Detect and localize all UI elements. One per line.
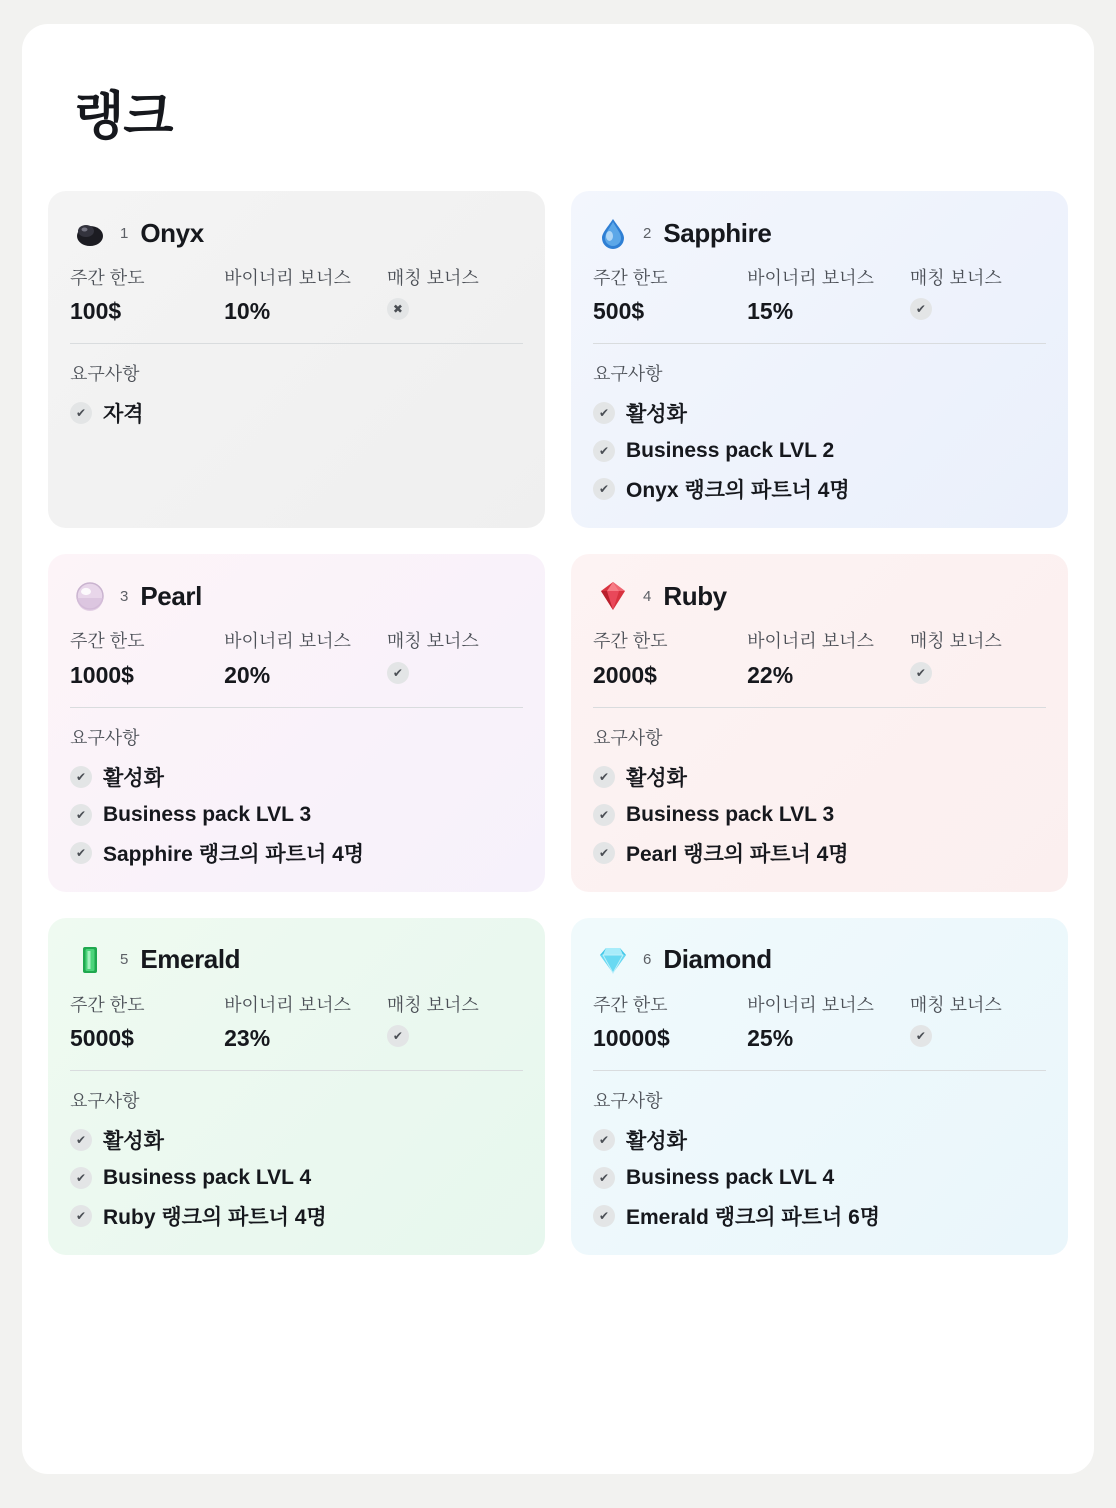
requirement-label: 활성화 [626,1130,687,1154]
divider [593,343,1046,344]
weekly-limit-col [593,267,739,325]
check-mark-icon: ✔ [70,402,92,424]
rank-stats [70,630,523,706]
rank-header [70,213,523,253]
rank-panel [22,24,1094,1474]
rank-card-onyx[interactable] [48,191,545,528]
binary-bonus-col [747,994,902,1052]
weekly-limit-label: 주간 한도 [593,994,668,1015]
list-item [70,762,523,792]
weekly-limit-label: 주간 한도 [70,268,145,288]
binary-bonus-col [747,630,902,688]
rank-header [593,213,1046,253]
check-mark-icon: ✔ [70,1129,92,1151]
rank-index: 1 [120,224,129,242]
binary-bonus-value: 23% [224,1025,271,1052]
list-item [70,803,523,827]
rank-grid [48,191,1068,1255]
matching-bonus-label: 매칭 보너스 [909,268,1002,288]
requirements-list [593,1125,1046,1231]
check-mark-icon: ✔ [70,1205,92,1227]
rank-name: Sapphire [663,217,772,248]
binary-bonus-label: 바이너리 보너스 [747,631,874,652]
page-title: 랭크 [74,88,173,146]
rank-stats [593,994,1046,1070]
diamond-gem-icon [593,940,633,980]
list-item [70,838,523,868]
check-mark-icon: ✔ [593,440,615,462]
weekly-limit-value: 1000$ [70,661,134,688]
matching-bonus-col [387,630,523,688]
requirements-list [593,398,1046,504]
binary-bonus-value: 10% [224,298,271,325]
requirement-label: 자격 [103,403,144,427]
rank-card-emerald[interactable] [48,918,545,1255]
list-item [593,1125,1046,1155]
requirement-label: 활성화 [103,1130,164,1154]
weekly-limit-value: 500$ [593,298,645,325]
ruby-gem-icon [593,576,633,616]
binary-bonus-label: 바이너리 보너스 [224,268,351,288]
list-item [593,762,1046,792]
requirements-list [593,762,1046,868]
binary-bonus-value: 22% [747,661,794,688]
matching-bonus-label: 매칭 보너스 [386,268,479,288]
requirement-label: Onyx 랭크의 파트너 4명 [626,479,850,503]
check-mark-icon: ✔ [593,842,615,864]
binary-bonus-label: 바이너리 보너스 [747,268,874,288]
list-item [70,398,523,428]
weekly-limit-col [593,994,739,1052]
matching-bonus-col [387,267,523,325]
divider [70,1070,523,1071]
pearl-gem-icon [70,576,110,616]
rank-header [70,940,523,980]
check-mark-icon: ✔ [387,662,409,684]
rank-index: 2 [643,224,652,242]
rank-card-pearl[interactable] [48,554,545,891]
requirement-label: Ruby 랭크의 파트너 4명 [103,1206,327,1230]
rank-index: 4 [643,587,652,605]
list-item [593,474,1046,504]
requirement-label: Business pack LVL 2 [626,439,835,463]
weekly-limit-label: 주간 한도 [593,268,668,288]
rank-card-diamond[interactable] [571,918,1068,1255]
weekly-limit-value: 5000$ [70,1025,134,1052]
list-item [70,1125,523,1155]
check-mark-icon: ✔ [910,298,932,320]
binary-bonus-label: 바이너리 보너스 [747,994,874,1015]
rank-index: 5 [120,951,129,969]
list-item [70,1201,523,1231]
check-mark-icon: ✔ [70,842,92,864]
check-mark-icon: ✔ [910,1025,932,1047]
rank-name: Emerald [140,944,241,975]
requirements-label: 요구사항 [70,1091,140,1112]
rank-name: Pearl [140,580,202,611]
check-mark-icon: ✔ [70,804,92,826]
divider [593,1070,1046,1071]
requirement-label: Business pack LVL 4 [103,1166,312,1190]
check-mark-icon: ✔ [387,1025,409,1047]
binary-bonus-col [224,267,379,325]
rank-index: 6 [643,951,652,969]
weekly-limit-col [593,630,739,688]
binary-bonus-label: 바이너리 보너스 [224,994,351,1015]
sapphire-gem-icon [593,213,633,253]
weekly-limit-value: 10000$ [593,1025,670,1052]
list-item [593,838,1046,868]
weekly-limit-label: 주간 한도 [593,631,668,652]
rank-header [593,576,1046,616]
check-mark-icon: ✔ [593,402,615,424]
requirement-label: Sapphire 랭크의 파트너 4명 [103,842,365,866]
binary-bonus-col [747,267,902,325]
matching-bonus-label: 매칭 보너스 [386,994,479,1015]
rank-name: Diamond [663,944,772,975]
rank-index: 3 [120,587,129,605]
check-mark-icon: ✔ [593,478,615,500]
check-mark-icon: ✔ [70,766,92,788]
requirement-label: 활성화 [626,403,687,427]
weekly-limit-value: 100$ [70,298,122,325]
requirement-label: Business pack LVL 3 [626,802,835,826]
rank-header [593,940,1046,980]
binary-bonus-label: 바이너리 보너스 [224,631,351,652]
requirements-list [70,1125,523,1231]
check-mark-icon: ✔ [910,662,932,684]
check-mark-icon: ✔ [593,1167,615,1189]
rank-stats [593,267,1046,343]
requirement-label: 활성화 [103,766,164,790]
binary-bonus-col [224,630,379,688]
rank-stats [70,267,523,343]
requirement-label: Emerald 랭크의 파트너 6명 [626,1206,881,1230]
weekly-limit-label: 주간 한도 [70,631,145,652]
cross-mark-icon: ✖ [387,298,409,320]
divider [70,343,523,344]
matching-bonus-col [910,630,1046,688]
list-item [593,803,1046,827]
matching-bonus-col [910,994,1046,1052]
rank-card-sapphire[interactable] [571,191,1068,528]
requirements-list [70,398,523,428]
list-item [70,1166,523,1190]
list-item [593,398,1046,428]
matching-bonus-label: 매칭 보너스 [909,631,1002,652]
requirements-label: 요구사항 [593,1091,663,1112]
check-mark-icon: ✔ [70,1167,92,1189]
emerald-gem-icon [70,940,110,980]
weekly-limit-col [70,994,216,1052]
rank-name: Onyx [140,217,204,248]
requirements-label: 요구사항 [593,727,663,748]
requirements-list [70,762,523,868]
binary-bonus-value: 20% [224,661,271,688]
divider [70,707,523,708]
requirement-label: 활성화 [626,766,687,790]
rank-card-ruby[interactable] [571,554,1068,891]
requirements-label: 요구사항 [70,727,140,748]
weekly-limit-col [70,267,216,325]
check-mark-icon: ✔ [593,766,615,788]
matching-bonus-col [910,267,1046,325]
weekly-limit-col [70,630,216,688]
matching-bonus-label: 매칭 보너스 [909,994,1002,1015]
rank-name: Ruby [663,580,727,611]
matching-bonus-col [387,994,523,1052]
rank-stats [70,994,523,1070]
divider [593,707,1046,708]
onyx-gem-icon [70,213,110,253]
requirements-label: 요구사항 [593,364,663,385]
weekly-limit-label: 주간 한도 [70,994,145,1015]
requirements-label: 요구사항 [70,364,140,385]
list-item [593,1166,1046,1190]
spacer [70,428,523,504]
binary-bonus-value: 15% [747,298,794,325]
list-item [593,1201,1046,1231]
binary-bonus-value: 25% [747,1025,794,1052]
requirement-label: Pearl 랭크의 파트너 4명 [626,842,849,866]
rank-stats [593,630,1046,706]
weekly-limit-value: 2000$ [593,661,657,688]
requirement-label: Business pack LVL 4 [626,1166,835,1190]
check-mark-icon: ✔ [593,1129,615,1151]
rank-header [70,576,523,616]
matching-bonus-label: 매칭 보너스 [386,631,479,652]
requirement-label: Business pack LVL 3 [103,802,312,826]
check-mark-icon: ✔ [593,804,615,826]
list-item [593,439,1046,463]
check-mark-icon: ✔ [593,1205,615,1227]
binary-bonus-col [224,994,379,1052]
